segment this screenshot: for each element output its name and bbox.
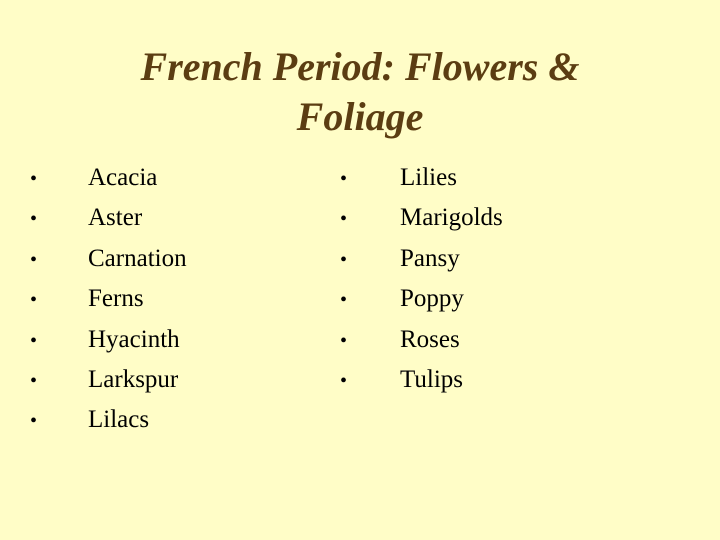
list-item-label: Ferns [88, 285, 144, 313]
list-item [30, 320, 330, 360]
slide-title-line-1: French Period: Flowers & [140, 44, 580, 89]
list-item [340, 360, 660, 400]
list-item [30, 158, 330, 198]
list-item [30, 279, 330, 319]
right-bullet-list [340, 158, 660, 400]
list-item [30, 239, 330, 279]
bullet-icon: • [30, 410, 38, 433]
bullet-icon: • [340, 289, 348, 312]
bullet-icon: • [30, 289, 38, 312]
list-item-label: Carnation [88, 244, 187, 272]
list-item-label: Aster [88, 204, 143, 232]
list-item [340, 279, 660, 319]
bullet-icon: • [340, 369, 348, 392]
list-item-label: Roses [400, 325, 460, 353]
slide-title-line-2: Foliage [296, 94, 424, 139]
bullet-icon: • [30, 369, 38, 392]
list-item [30, 400, 330, 440]
list-item-label: Lilies [400, 164, 457, 191]
list-item [30, 360, 330, 400]
list-item [340, 239, 660, 279]
bullet-icon: • [340, 208, 348, 231]
bullet-icon: • [30, 168, 38, 190]
list-item [340, 158, 660, 198]
bullet-icon: • [30, 329, 38, 352]
list-item-label: Poppy [400, 285, 464, 313]
list-item-label: Tulips [400, 365, 464, 393]
list-item-label: Larkspur [88, 365, 179, 393]
left-bullet-list [30, 158, 330, 441]
bullet-icon: • [30, 248, 38, 271]
list-item-label: Acacia [88, 164, 158, 191]
slide-title [60, 42, 660, 142]
bullet-icon: • [30, 208, 38, 231]
bullet-icon: • [340, 329, 348, 352]
list-item-label: Marigolds [400, 204, 503, 232]
bullet-icon: • [340, 168, 348, 190]
list-item-label: Hyacinth [88, 325, 180, 353]
list-item-label: Lilacs [88, 406, 150, 434]
bullet-icon: • [340, 248, 348, 271]
list-item-label: Pansy [400, 244, 460, 272]
list-item [30, 198, 330, 238]
list-item [340, 320, 660, 360]
list-item [340, 198, 660, 238]
